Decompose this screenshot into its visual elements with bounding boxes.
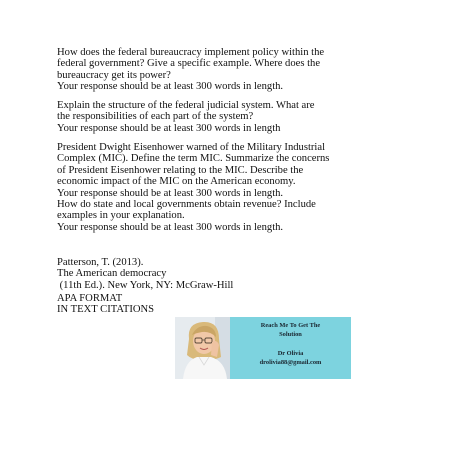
format-line: IN TEXT CITATIONS bbox=[57, 304, 155, 316]
length-requirement: Your response should be at least 300 words in length bbox=[57, 122, 281, 134]
length-requirement: Your response should be at least 300 words in length. bbox=[57, 221, 284, 233]
contact-box bbox=[230, 317, 351, 379]
question-line: Explain the structure of the federal judicial system. What are bbox=[57, 100, 315, 111]
question-line: federal government? Give a specific example. Where does the bbox=[57, 58, 321, 70]
question-line: examples in your explanation. bbox=[57, 210, 185, 222]
promo-headline: Reach Me To Get The bbox=[260, 322, 321, 329]
question-line: the responsibilities of each part of the system? bbox=[57, 111, 254, 123]
length-requirement: Your response should be at least 300 words in length. bbox=[57, 187, 284, 199]
contact-name: Dr Olivia bbox=[277, 350, 304, 357]
reference-citation bbox=[57, 257, 402, 291]
format-note bbox=[57, 293, 402, 316]
question-line: economic impact of the MIC on the American economy. bbox=[57, 176, 296, 188]
question-line: How do state and local governments obtain revenue? Include bbox=[57, 199, 316, 210]
question-line: Complex (MIC). Define the term MIC. Summarize the concerns bbox=[57, 153, 330, 165]
contact-email: drolivia88@gmail.com bbox=[259, 359, 322, 366]
question-3 bbox=[57, 142, 402, 199]
length-requirement: Your response should be at least 300 words in length. bbox=[57, 81, 284, 93]
question-2 bbox=[57, 100, 402, 134]
promo-banner bbox=[175, 317, 351, 379]
reference-title: The American democracy bbox=[57, 268, 167, 280]
question-4 bbox=[57, 199, 402, 233]
format-line: APA FORMAT bbox=[57, 293, 123, 304]
question-line: of President Eisenhower relating to the MIC. Describe the bbox=[57, 164, 304, 176]
question-line: How does the federal bureaucracy implement policy within the bbox=[57, 47, 325, 58]
question-line: President Dwight Eisenhower warned of the Military Industrial bbox=[57, 142, 326, 153]
promo-headline-2: Solution bbox=[279, 331, 302, 338]
question-1 bbox=[57, 47, 402, 93]
question-line: bureaucracy get its power? bbox=[57, 69, 171, 81]
reference-publisher: (11th Ed.). New York, NY: McGraw-Hill bbox=[57, 279, 234, 291]
reference-author: Patterson, T. (2013). bbox=[57, 257, 144, 268]
